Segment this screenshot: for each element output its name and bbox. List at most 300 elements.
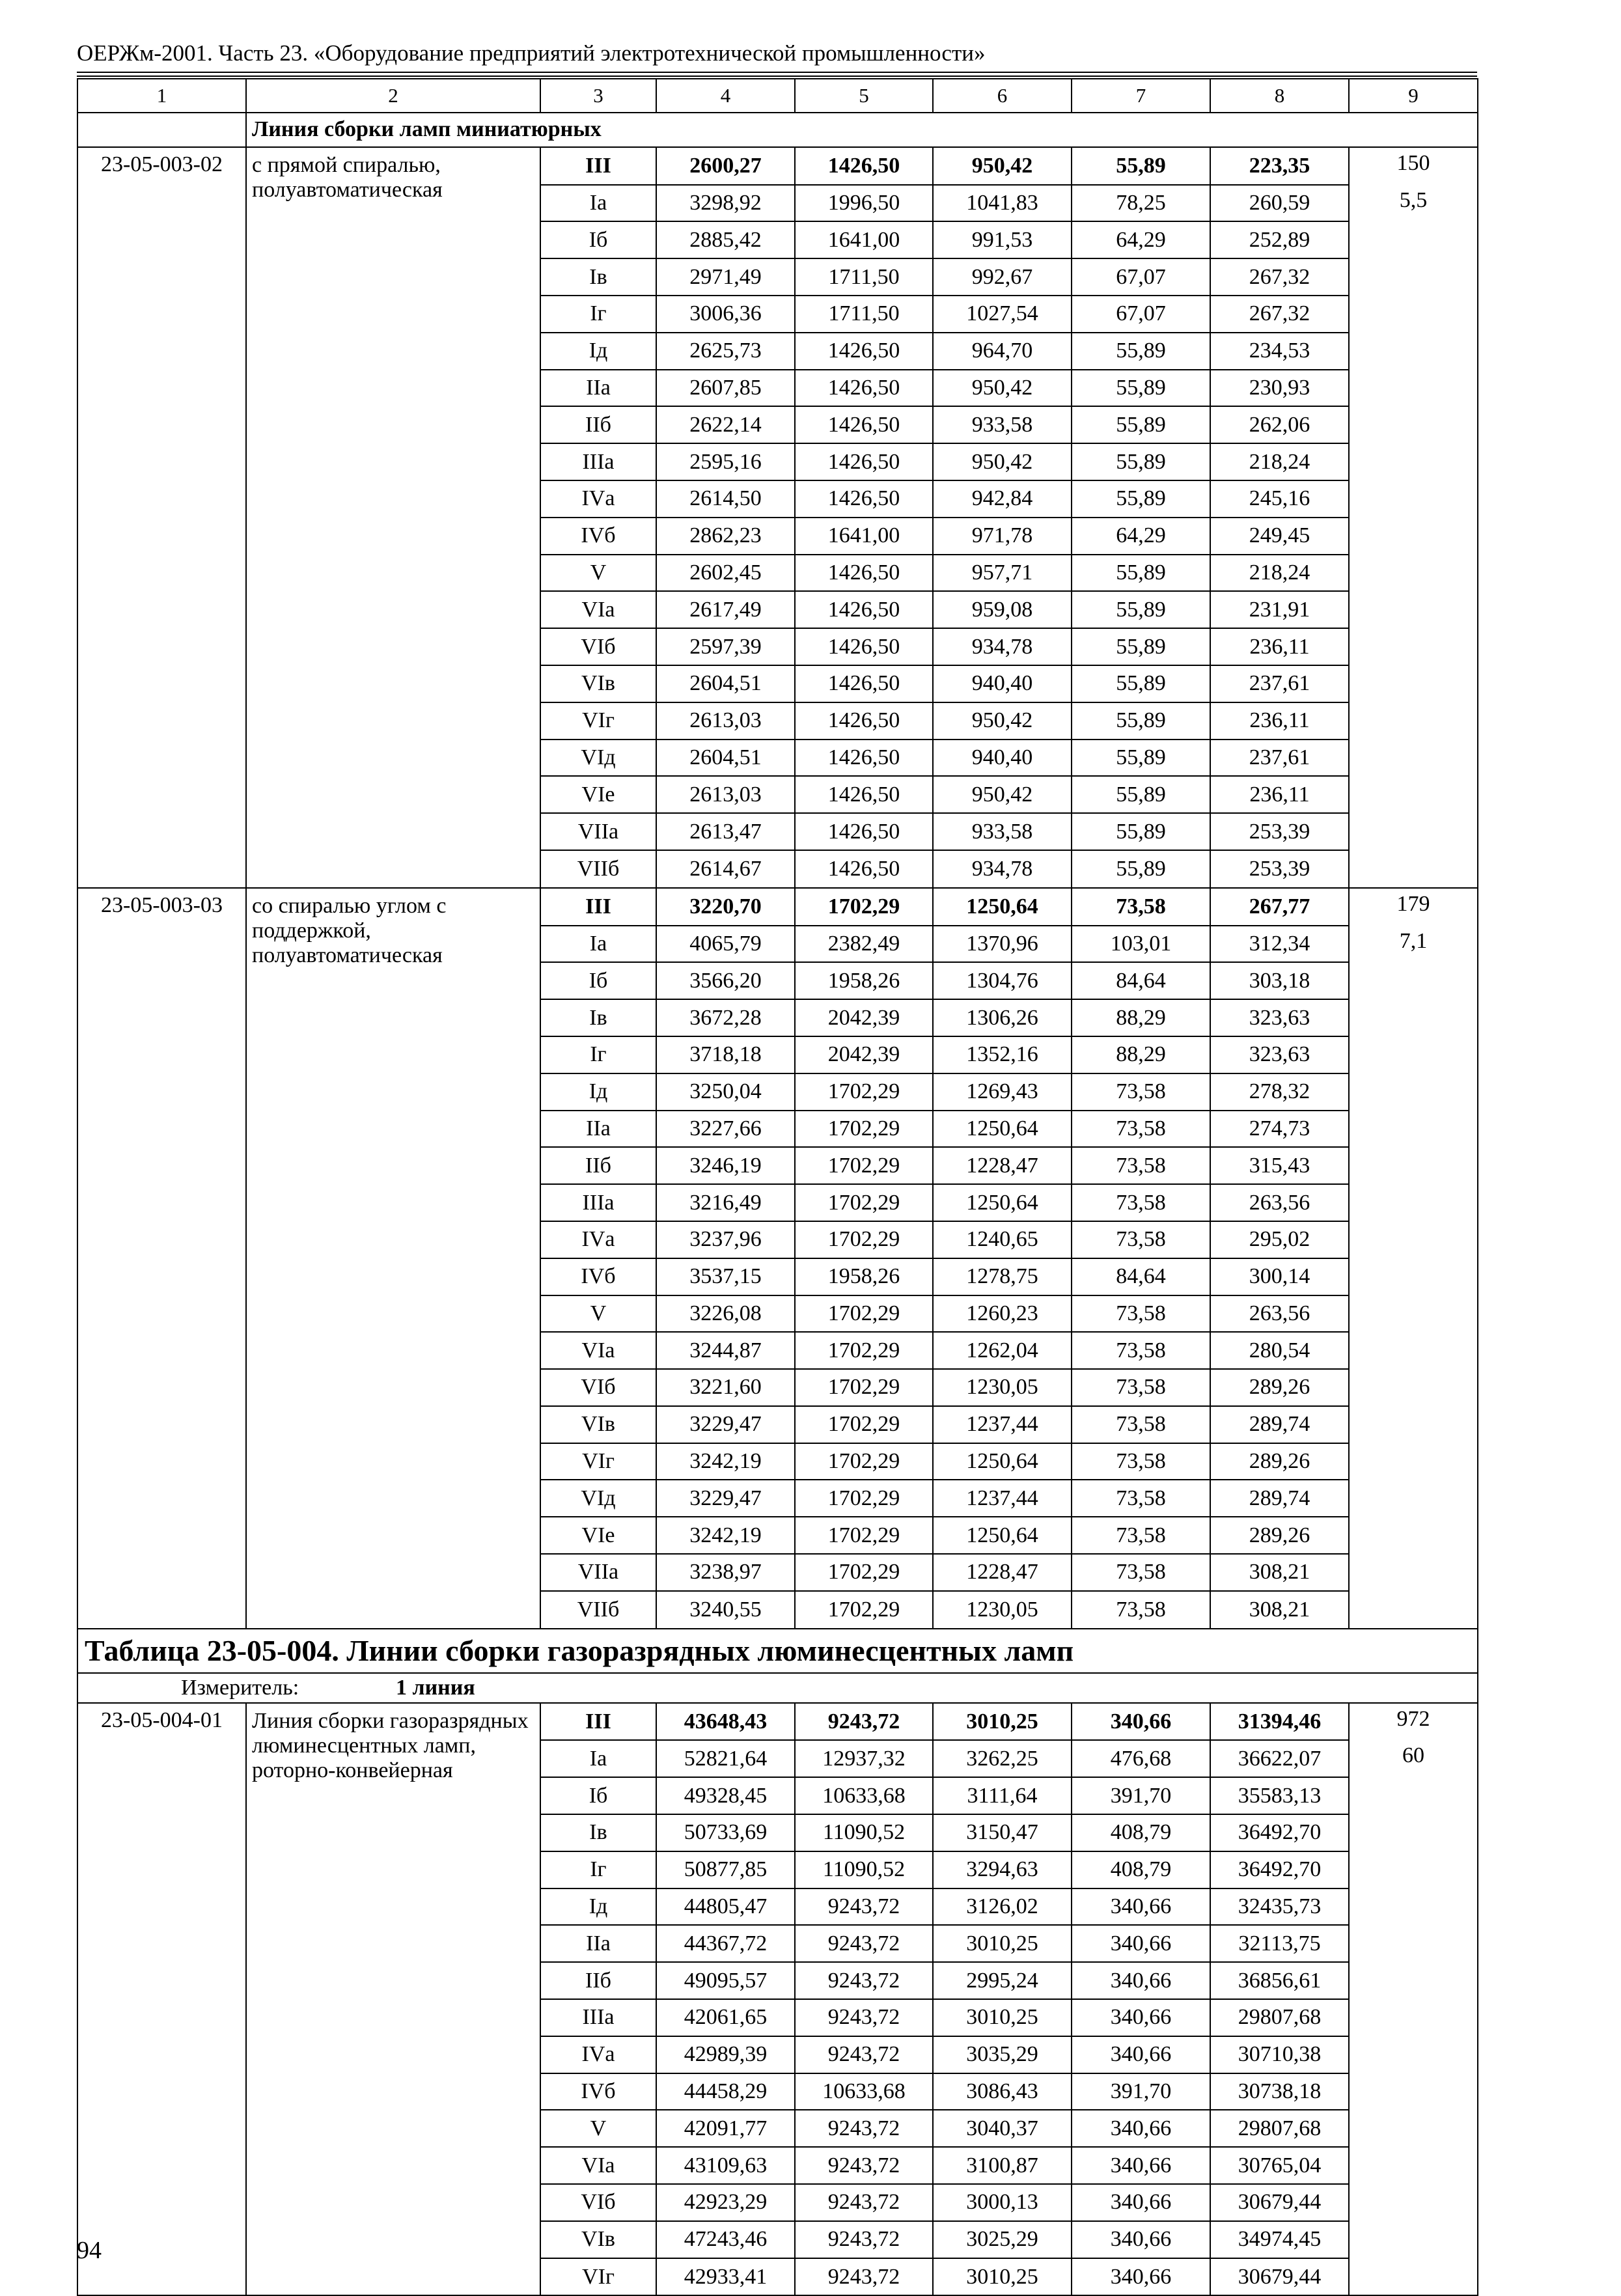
measure-unit: 1 линия bbox=[396, 1675, 475, 1700]
zone-class: VIг bbox=[540, 702, 656, 740]
header-rule bbox=[77, 72, 1477, 73]
cost-value: 3237,96 bbox=[656, 1221, 795, 1258]
cost-value: 73,58 bbox=[1072, 1184, 1210, 1221]
cost-value: 3298,92 bbox=[656, 185, 795, 222]
cost-value: 1370,96 bbox=[933, 926, 1072, 963]
cost-value: 2595,16 bbox=[656, 443, 795, 480]
cost-value: 2613,03 bbox=[656, 776, 795, 813]
cost-value: 408,79 bbox=[1072, 1814, 1210, 1851]
cost-value: 1996,50 bbox=[795, 185, 933, 222]
cost-value: 55,89 bbox=[1072, 850, 1210, 888]
cost-value: 3229,47 bbox=[656, 1480, 795, 1517]
cost-value: 1262,04 bbox=[933, 1332, 1072, 1369]
zone-class: VIг bbox=[540, 1443, 656, 1480]
cost-value: 2625,73 bbox=[656, 333, 795, 370]
cost-value: 933,58 bbox=[933, 813, 1072, 850]
zone-class: VIв bbox=[540, 1406, 656, 1443]
table-title-row bbox=[77, 1629, 1478, 1673]
labor-value bbox=[1349, 850, 1478, 888]
cost-value: 223,35 bbox=[1210, 147, 1349, 185]
zone-class: VIв bbox=[540, 2221, 656, 2258]
zone-class: VIа bbox=[540, 2147, 656, 2184]
cost-value: 1426,50 bbox=[795, 370, 933, 407]
labor-value bbox=[1349, 962, 1478, 999]
cost-value: 55,89 bbox=[1072, 480, 1210, 518]
cost-value: 2885,42 bbox=[656, 221, 795, 258]
cost-value: 9243,72 bbox=[795, 2036, 933, 2073]
labor-value: 150 bbox=[1349, 147, 1478, 185]
cost-value: 3238,97 bbox=[656, 1554, 795, 1591]
labor-value bbox=[1349, 2221, 1478, 2258]
cost-value: 340,66 bbox=[1072, 1962, 1210, 1999]
cost-value: 3150,47 bbox=[933, 1814, 1072, 1851]
zone-class: VIе bbox=[540, 1517, 656, 1554]
cost-value: 42923,29 bbox=[656, 2184, 795, 2221]
labor-value bbox=[1349, 1814, 1478, 1851]
cost-value: 55,89 bbox=[1072, 406, 1210, 443]
cost-value: 55,89 bbox=[1072, 665, 1210, 702]
column-number: 7 bbox=[1072, 79, 1210, 113]
cost-value: 263,56 bbox=[1210, 1295, 1349, 1333]
zone-class: V bbox=[540, 2110, 656, 2147]
cost-value: 73,58 bbox=[1072, 1147, 1210, 1184]
column-number: 5 bbox=[795, 79, 933, 113]
cost-value: 267,32 bbox=[1210, 258, 1349, 296]
cost-value: 3262,25 bbox=[933, 1740, 1072, 1777]
cost-value: 408,79 bbox=[1072, 1851, 1210, 1888]
cost-value: 73,58 bbox=[1072, 1443, 1210, 1480]
labor-value bbox=[1349, 1369, 1478, 1406]
zone-class: VIб bbox=[540, 1369, 656, 1406]
cost-value: 289,26 bbox=[1210, 1443, 1349, 1480]
cost-value: 36856,61 bbox=[1210, 1962, 1349, 1999]
cost-value: 3010,25 bbox=[933, 1703, 1072, 1741]
cost-value: 1702,29 bbox=[795, 1480, 933, 1517]
labor-value bbox=[1349, 1184, 1478, 1221]
cost-value: 55,89 bbox=[1072, 591, 1210, 628]
cost-value: 3718,18 bbox=[656, 1036, 795, 1073]
cost-value: 3672,28 bbox=[656, 999, 795, 1036]
labor-value bbox=[1349, 1591, 1478, 1629]
zone-class: Iд bbox=[540, 1073, 656, 1111]
cost-value: 1269,43 bbox=[933, 1073, 1072, 1111]
zone-class: VIд bbox=[540, 740, 656, 777]
cost-value: 2613,03 bbox=[656, 702, 795, 740]
cost-value: 267,32 bbox=[1210, 296, 1349, 333]
cost-value: 289,26 bbox=[1210, 1369, 1349, 1406]
cost-value: 1260,23 bbox=[933, 1295, 1072, 1333]
cost-value: 36492,70 bbox=[1210, 1814, 1349, 1851]
cost-value: 49328,45 bbox=[656, 1777, 795, 1814]
cost-value: 1702,29 bbox=[795, 1295, 933, 1333]
cost-value: 2971,49 bbox=[656, 258, 795, 296]
column-number: 1 bbox=[77, 79, 246, 113]
zone-class: V bbox=[540, 1295, 656, 1333]
cost-value: 1228,47 bbox=[933, 1147, 1072, 1184]
labor-value bbox=[1349, 1111, 1478, 1148]
labor-value: 179 bbox=[1349, 888, 1478, 926]
column-number: 6 bbox=[933, 79, 1072, 113]
cost-value: 30679,44 bbox=[1210, 2184, 1349, 2221]
labor-value bbox=[1349, 1999, 1478, 2036]
cost-value: 1027,54 bbox=[933, 296, 1072, 333]
cost-value: 315,43 bbox=[1210, 1147, 1349, 1184]
zone-class: IIIа bbox=[540, 1184, 656, 1221]
cost-value: 1250,64 bbox=[933, 888, 1072, 926]
labor-value bbox=[1349, 333, 1478, 370]
cost-value: 55,89 bbox=[1072, 702, 1210, 740]
cost-value: 3000,13 bbox=[933, 2184, 1072, 2221]
cost-value: 340,66 bbox=[1072, 2184, 1210, 2221]
zone-class: IIб bbox=[540, 406, 656, 443]
cost-value: 3111,64 bbox=[933, 1777, 1072, 1814]
labor-value bbox=[1349, 1443, 1478, 1480]
cost-value: 3246,19 bbox=[656, 1147, 795, 1184]
cost-value: 231,91 bbox=[1210, 591, 1349, 628]
cost-value: 73,58 bbox=[1072, 1295, 1210, 1333]
cost-value: 1702,29 bbox=[795, 1073, 933, 1111]
labor-value bbox=[1349, 1036, 1478, 1073]
cost-value: 1702,29 bbox=[795, 1443, 933, 1480]
labor-value bbox=[1349, 443, 1478, 480]
cost-value: 971,78 bbox=[933, 518, 1072, 555]
zone-class: IIа bbox=[540, 370, 656, 407]
cost-value: 1958,26 bbox=[795, 1258, 933, 1295]
cost-value: 1426,50 bbox=[795, 813, 933, 850]
cost-value: 55,89 bbox=[1072, 628, 1210, 665]
cost-value: 73,58 bbox=[1072, 888, 1210, 926]
cost-value: 1237,44 bbox=[933, 1406, 1072, 1443]
labor-value bbox=[1349, 702, 1478, 740]
cost-value: 2622,14 bbox=[656, 406, 795, 443]
cost-value: 1702,29 bbox=[795, 1517, 933, 1554]
page-number: 94 bbox=[77, 2237, 102, 2264]
zone-class: III bbox=[540, 888, 656, 926]
section-spacer bbox=[77, 113, 246, 147]
cost-value: 289,74 bbox=[1210, 1480, 1349, 1517]
cost-value: 950,42 bbox=[933, 443, 1072, 480]
labor-value bbox=[1349, 258, 1478, 296]
cost-value: 3244,87 bbox=[656, 1332, 795, 1369]
cost-value: 340,66 bbox=[1072, 2258, 1210, 2296]
cost-value: 9243,72 bbox=[795, 2110, 933, 2147]
zone-class: Iг bbox=[540, 1851, 656, 1888]
labor-value: 7,1 bbox=[1349, 926, 1478, 963]
zone-class: III bbox=[540, 147, 656, 185]
cost-value: 934,78 bbox=[933, 850, 1072, 888]
labor-value bbox=[1349, 1851, 1478, 1888]
cost-value: 340,66 bbox=[1072, 1925, 1210, 1962]
labor-value bbox=[1349, 813, 1478, 850]
cost-value: 35583,13 bbox=[1210, 1777, 1349, 1814]
cost-value: 3220,70 bbox=[656, 888, 795, 926]
cost-value: 991,53 bbox=[933, 221, 1072, 258]
cost-value: 295,02 bbox=[1210, 1221, 1349, 1258]
cost-value: 29807,68 bbox=[1210, 2110, 1349, 2147]
cost-value: 50877,85 bbox=[656, 1851, 795, 1888]
cost-value: 30679,44 bbox=[1210, 2258, 1349, 2296]
cost-value: 4065,79 bbox=[656, 926, 795, 963]
cost-value: 55,89 bbox=[1072, 370, 1210, 407]
labor-value bbox=[1349, 370, 1478, 407]
cost-value: 950,42 bbox=[933, 776, 1072, 813]
zone-class: Iа bbox=[540, 1740, 656, 1777]
cost-value: 1702,29 bbox=[795, 888, 933, 926]
zone-class: IVа bbox=[540, 1221, 656, 1258]
cost-value: 1250,64 bbox=[933, 1443, 1072, 1480]
labor-value bbox=[1349, 1406, 1478, 1443]
zone-class: Iа bbox=[540, 185, 656, 222]
zone-class: Iв bbox=[540, 258, 656, 296]
cost-value: 2602,45 bbox=[656, 555, 795, 592]
cost-value: 55,89 bbox=[1072, 813, 1210, 850]
cost-value: 959,08 bbox=[933, 591, 1072, 628]
cost-value: 289,74 bbox=[1210, 1406, 1349, 1443]
cost-value: 1702,29 bbox=[795, 1591, 933, 1629]
cost-value: 32435,73 bbox=[1210, 1888, 1349, 1926]
cost-value: 312,34 bbox=[1210, 926, 1349, 963]
cost-value: 9243,72 bbox=[795, 2147, 933, 2184]
table-title: Таблица 23-05-004. Линии сборки газоразрядных люминесцентных ламп bbox=[77, 1629, 1478, 1673]
cost-value: 476,68 bbox=[1072, 1740, 1210, 1777]
cost-value: 67,07 bbox=[1072, 296, 1210, 333]
header-rule bbox=[77, 76, 1477, 77]
labor-value bbox=[1349, 591, 1478, 628]
cost-value: 267,77 bbox=[1210, 888, 1349, 926]
cost-value: 2604,51 bbox=[656, 740, 795, 777]
cost-value: 1230,05 bbox=[933, 1591, 1072, 1629]
measure-label: Измеритель: bbox=[181, 1675, 299, 1700]
cost-value: 234,53 bbox=[1210, 333, 1349, 370]
cost-value: 2614,50 bbox=[656, 480, 795, 518]
labor-value: 5,5 bbox=[1349, 185, 1478, 222]
cost-value: 340,66 bbox=[1072, 1888, 1210, 1926]
cost-value: 230,93 bbox=[1210, 370, 1349, 407]
cost-value: 73,58 bbox=[1072, 1221, 1210, 1258]
table-row bbox=[77, 147, 1478, 185]
cost-value: 9243,72 bbox=[795, 1925, 933, 1962]
cost-value: 1228,47 bbox=[933, 1554, 1072, 1591]
cost-value: 237,61 bbox=[1210, 665, 1349, 702]
zone-class: Iв bbox=[540, 1814, 656, 1851]
cost-value: 3227,66 bbox=[656, 1111, 795, 1148]
cost-value: 3294,63 bbox=[933, 1851, 1072, 1888]
cost-value: 3006,36 bbox=[656, 296, 795, 333]
zone-class: VIб bbox=[540, 628, 656, 665]
labor-value bbox=[1349, 1258, 1478, 1295]
cost-value: 3025,29 bbox=[933, 2221, 1072, 2258]
cost-value: 78,25 bbox=[1072, 185, 1210, 222]
zone-class: VIа bbox=[540, 1332, 656, 1369]
column-number: 3 bbox=[540, 79, 656, 113]
labor-value bbox=[1349, 665, 1478, 702]
cost-value: 237,61 bbox=[1210, 740, 1349, 777]
cost-value: 50733,69 bbox=[656, 1814, 795, 1851]
cost-value: 323,63 bbox=[1210, 999, 1349, 1036]
labor-value bbox=[1349, 2073, 1478, 2110]
labor-value bbox=[1349, 999, 1478, 1036]
zone-class: IIIа bbox=[540, 1999, 656, 2036]
cost-value: 67,07 bbox=[1072, 258, 1210, 296]
cost-value: 44367,72 bbox=[656, 1925, 795, 1962]
cost-value: 42989,39 bbox=[656, 2036, 795, 2073]
cost-value: 43109,63 bbox=[656, 2147, 795, 2184]
labor-value bbox=[1349, 1517, 1478, 1554]
cost-value: 308,21 bbox=[1210, 1554, 1349, 1591]
zone-class: VIб bbox=[540, 2184, 656, 2221]
cost-value: 1711,50 bbox=[795, 296, 933, 333]
cost-value: 992,67 bbox=[933, 258, 1072, 296]
cost-value: 236,11 bbox=[1210, 628, 1349, 665]
cost-value: 1702,29 bbox=[795, 1406, 933, 1443]
column-number-row bbox=[77, 79, 1478, 113]
cost-value: 340,66 bbox=[1072, 2221, 1210, 2258]
cost-value: 55,89 bbox=[1072, 740, 1210, 777]
cost-value: 1426,50 bbox=[795, 776, 933, 813]
cost-value: 3216,49 bbox=[656, 1184, 795, 1221]
cost-value: 3010,25 bbox=[933, 1999, 1072, 2036]
cost-value: 1702,29 bbox=[795, 1184, 933, 1221]
cost-value: 103,01 bbox=[1072, 926, 1210, 963]
cost-value: 73,58 bbox=[1072, 1517, 1210, 1554]
cost-value: 1702,29 bbox=[795, 1221, 933, 1258]
zone-class: IVб bbox=[540, 2073, 656, 2110]
cost-value: 10633,68 bbox=[795, 2073, 933, 2110]
section-row bbox=[77, 113, 1478, 147]
cost-value: 73,58 bbox=[1072, 1480, 1210, 1517]
labor-value bbox=[1349, 2258, 1478, 2296]
cost-value: 1702,29 bbox=[795, 1369, 933, 1406]
labor-value bbox=[1349, 555, 1478, 592]
labor-value bbox=[1349, 1480, 1478, 1517]
cost-value: 3242,19 bbox=[656, 1443, 795, 1480]
cost-value: 2597,39 bbox=[656, 628, 795, 665]
zone-class: IIа bbox=[540, 1111, 656, 1148]
labor-value bbox=[1349, 1777, 1478, 1814]
column-number: 8 bbox=[1210, 79, 1349, 113]
labor-value bbox=[1349, 1925, 1478, 1962]
cost-value: 2862,23 bbox=[656, 518, 795, 555]
cost-value: 49095,57 bbox=[656, 1962, 795, 1999]
cost-value: 964,70 bbox=[933, 333, 1072, 370]
cost-value: 218,24 bbox=[1210, 443, 1349, 480]
cost-value: 34974,45 bbox=[1210, 2221, 1349, 2258]
zone-class: IIб bbox=[540, 1962, 656, 1999]
cost-value: 1426,50 bbox=[795, 850, 933, 888]
zone-class: VIе bbox=[540, 776, 656, 813]
cost-value: 3126,02 bbox=[933, 1888, 1072, 1926]
zone-class: Iб bbox=[540, 221, 656, 258]
labor-value bbox=[1349, 1888, 1478, 1926]
cost-value: 218,24 bbox=[1210, 555, 1349, 592]
cost-value: 84,64 bbox=[1072, 1258, 1210, 1295]
zone-class: IVа bbox=[540, 2036, 656, 2073]
cost-value: 940,40 bbox=[933, 740, 1072, 777]
cost-value: 3221,60 bbox=[656, 1369, 795, 1406]
labor-value: 60 bbox=[1349, 1740, 1478, 1777]
column-number: 2 bbox=[246, 79, 540, 113]
cost-value: 42061,65 bbox=[656, 1999, 795, 2036]
cost-value: 11090,52 bbox=[795, 1814, 933, 1851]
cost-value: 64,29 bbox=[1072, 518, 1210, 555]
cost-value: 3040,37 bbox=[933, 2110, 1072, 2147]
cost-value: 950,42 bbox=[933, 370, 1072, 407]
cost-value: 245,16 bbox=[1210, 480, 1349, 518]
table-body bbox=[77, 79, 1478, 2295]
zone-class: IIб bbox=[540, 1147, 656, 1184]
cost-value: 1702,29 bbox=[795, 1147, 933, 1184]
cost-value: 1237,44 bbox=[933, 1480, 1072, 1517]
cost-value: 88,29 bbox=[1072, 1036, 1210, 1073]
cost-value: 253,39 bbox=[1210, 850, 1349, 888]
cost-value: 289,26 bbox=[1210, 1517, 1349, 1554]
cost-value: 2607,85 bbox=[656, 370, 795, 407]
cost-value: 30738,18 bbox=[1210, 2073, 1349, 2110]
cost-value: 3250,04 bbox=[656, 1073, 795, 1111]
cost-value: 1711,50 bbox=[795, 258, 933, 296]
cost-value: 30765,04 bbox=[1210, 2147, 1349, 2184]
rate-description: Линия сборки газоразрядных люминесцентных ламп, роторно-конвейерная bbox=[246, 1703, 540, 2296]
rate-code: 23-05-003-03 bbox=[77, 888, 246, 1629]
cost-value: 933,58 bbox=[933, 406, 1072, 443]
labor-value bbox=[1349, 221, 1478, 258]
cost-value: 12937,32 bbox=[795, 1740, 933, 1777]
cost-value: 1426,50 bbox=[795, 406, 933, 443]
cost-value: 9243,72 bbox=[795, 1888, 933, 1926]
cost-value: 280,54 bbox=[1210, 1332, 1349, 1369]
cost-value: 32113,75 bbox=[1210, 1925, 1349, 1962]
cost-value: 2613,47 bbox=[656, 813, 795, 850]
zone-class: Iд bbox=[540, 1888, 656, 1926]
cost-value: 3100,87 bbox=[933, 2147, 1072, 2184]
cost-value: 1426,50 bbox=[795, 740, 933, 777]
cost-value: 47243,46 bbox=[656, 2221, 795, 2258]
cost-value: 3086,43 bbox=[933, 2073, 1072, 2110]
cost-value: 2614,67 bbox=[656, 850, 795, 888]
cost-value: 1426,50 bbox=[795, 443, 933, 480]
cost-value: 2600,27 bbox=[656, 147, 795, 185]
cost-value: 1426,50 bbox=[795, 147, 933, 185]
cost-value: 308,21 bbox=[1210, 1591, 1349, 1629]
cost-value: 9243,72 bbox=[795, 2221, 933, 2258]
cost-value: 1041,83 bbox=[933, 185, 1072, 222]
cost-value: 9243,72 bbox=[795, 2184, 933, 2221]
cost-value: 3242,19 bbox=[656, 1517, 795, 1554]
cost-value: 236,11 bbox=[1210, 776, 1349, 813]
labor-value bbox=[1349, 406, 1478, 443]
cost-value: 55,89 bbox=[1072, 443, 1210, 480]
cost-value: 1250,64 bbox=[933, 1517, 1072, 1554]
cost-value: 9243,72 bbox=[795, 1962, 933, 1999]
cost-value: 340,66 bbox=[1072, 2110, 1210, 2147]
cost-value: 323,63 bbox=[1210, 1036, 1349, 1073]
zone-class: Iв bbox=[540, 999, 656, 1036]
cost-value: 2042,39 bbox=[795, 999, 933, 1036]
zone-class: Iб bbox=[540, 962, 656, 999]
cost-value: 262,06 bbox=[1210, 406, 1349, 443]
cost-value: 249,45 bbox=[1210, 518, 1349, 555]
zone-class: IIа bbox=[540, 1925, 656, 1962]
measure-cell bbox=[77, 1673, 1478, 1703]
cost-value: 73,58 bbox=[1072, 1369, 1210, 1406]
cost-value: 2382,49 bbox=[795, 926, 933, 963]
zone-class: IVб bbox=[540, 518, 656, 555]
column-number: 4 bbox=[656, 79, 795, 113]
labor-value bbox=[1349, 480, 1478, 518]
cost-value: 1702,29 bbox=[795, 1332, 933, 1369]
zone-class: Iб bbox=[540, 1777, 656, 1814]
zone-class: Iг bbox=[540, 296, 656, 333]
